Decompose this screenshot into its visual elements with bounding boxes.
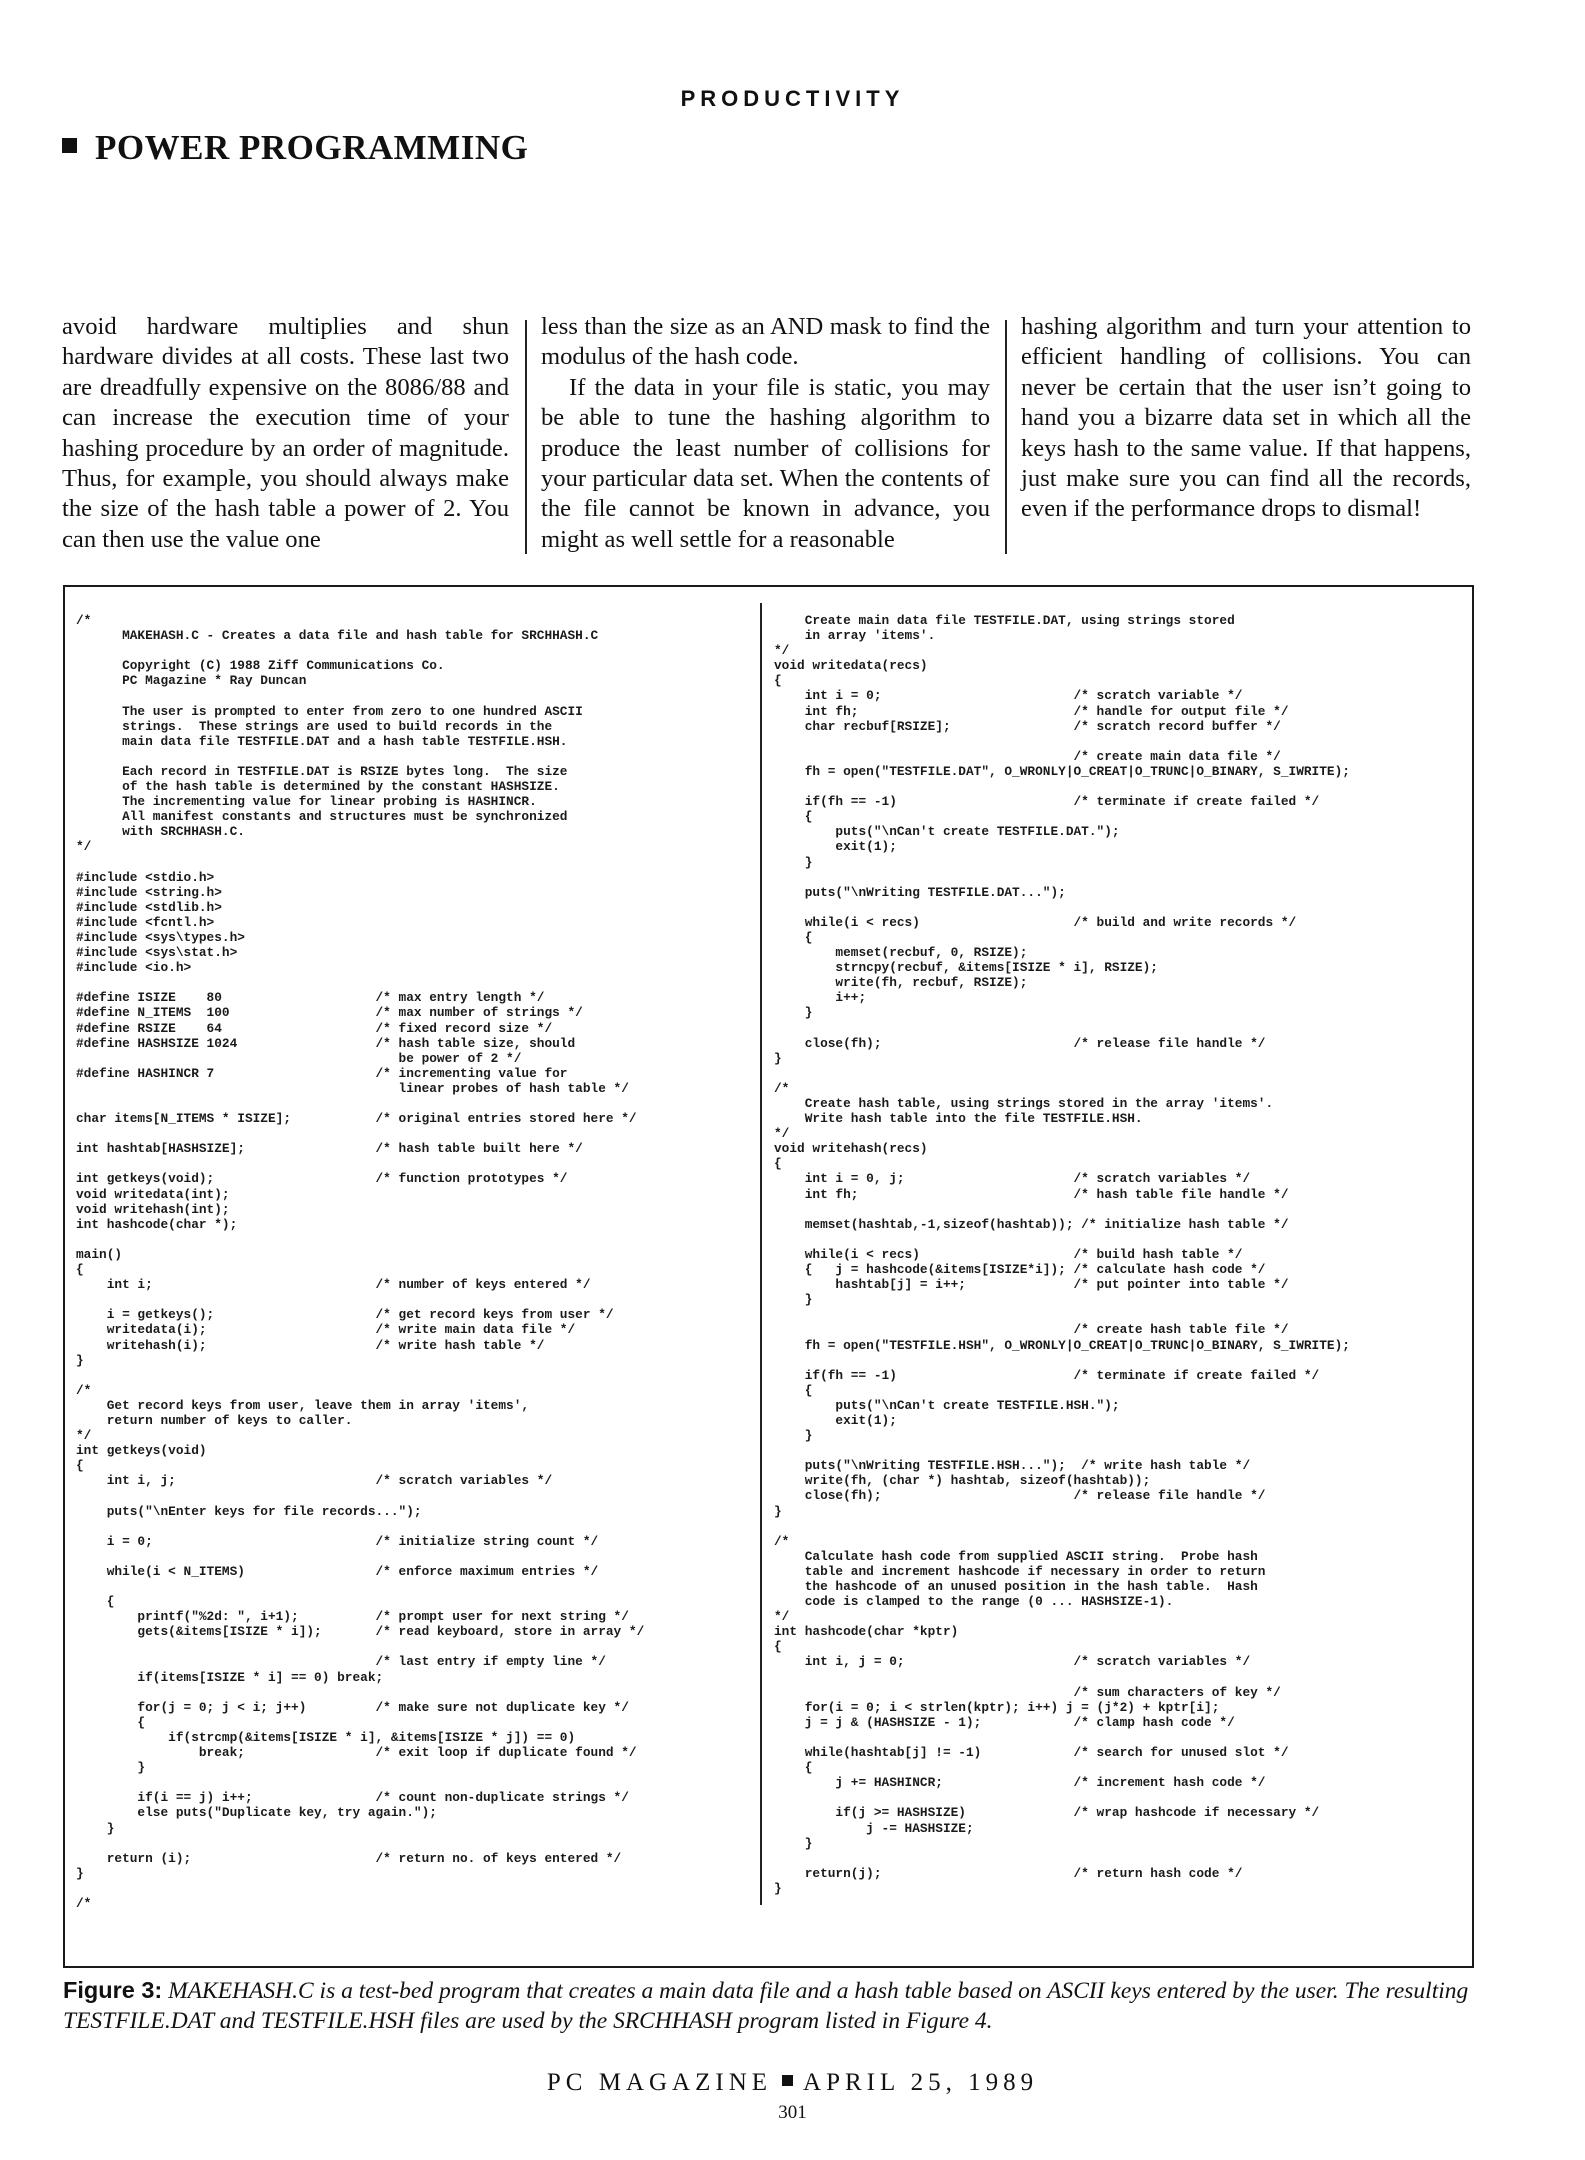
column-divider bbox=[1005, 320, 1007, 554]
figure-caption bbox=[63, 1975, 1483, 2036]
issue-date: APRIL 25, 1989 bbox=[803, 2069, 1039, 2096]
code-listing-left: /* MAKEHASH.C - Creates a data file and hash table for SRCHHASH.C Copyright (C) 1988 Ziff Communications Co. PC Magazine * Ray Duncan The user is prompted to enter from zero to one hundred ASCII strings. These strings are used to build records in the main data file TESTFILE.DAT and a hash table TESTFILE.HSH. Each record in TESTFILE.DAT is RSIZE bytes long. The size of the hash table is determined by the constant HASHSIZE. The incrementing value for linear probing is HASHINCR. All manifest constants and structures must be synchronized with SRCHHASH.C. */ #include <stdio.h> #include <string.h> #include <stdlib.h> #include <fcntl.h> #include <sys\types.h> #include <sys\stat.h> #include <io.h> #define ISIZE 80 /* max entry length */ #define N_ITEMS 100 /* max number of strings */ #define RSIZE 64 /* fixed record size */ #define HASHSIZE 1024 /* hash table size, should be power of 2 */ #define HASHINCR 7 /* incrementing value for linear probes of hash table */ char items[N_ITEMS * ISIZE]; /* original entries stored here */ int hashtab[HASHSIZE]; /* hash table built here */ int getkeys(void); /* function prototypes */ void writedata(int); void writehash(int); int hashcode(char *); main() { int i; /* number of keys entered */ i = getkeys(); /* get record keys from user */ writedata(i); /* write main data file */ writehash(i); /* write hash table */ } /* Get record keys from user, leave them in array 'items', return number of keys to caller. */ int getkeys(void) { int i, j; /* scratch variables */ puts("\nEnter keys for file records..."); i = 0; /* initialize string count */ while(i < N_ITEMS) /* enforce maximum entries */ { printf("%2d: ", i+1); /* prompt user for next string */ gets(&items[ISIZE * i]); /* read keyboard, store in array */ /* last entry if empty line */ if(items[ISIZE * i] == 0) break; for(j = 0; j < i; j++) /* make sure not duplicate key */ { if(strcmp(&items[ISIZE * i], &items[ISIZE * j]) == 0) break; /* exit loop if duplicate found */ } if(i == j) i++; /* count non-duplicate strings */ else puts("Duplicate key, try again."); } return (i); /* return no. of keys entered */ } /* bbox=[76, 613, 645, 1911]
code-listing-right: Create main data file TESTFILE.DAT, using strings stored in array 'items'. */ void writedata(recs) { int i = 0; /* scratch variable */ int fh; /* handle for output file */ char recbuf[RSIZE]; /* scratch record buffer */ /* create main data file */ fh = open("TESTFILE.DAT", O_WRONLY|O_CREAT|O_TRUNC|O_BINARY, S_IWRITE); if(fh == -1) /* terminate if create failed */ { puts("\nCan't create TESTFILE.DAT."); exit(1); } puts("\nWriting TESTFILE.DAT..."); while(i < recs) /* build and write records */ { memset(recbuf, 0, RSIZE); strncpy(recbuf, &items[ISIZE * i], RSIZE); write(fh, recbuf, RSIZE); i++; } close(fh); /* release file handle */ } /* Create hash table, using strings stored in the array 'items'. Write hash table into the file TESTFILE.HSH. */ void writehash(recs) { int i = 0, j; /* scratch variables */ int fh; /* hash table file handle */ memset(hashtab,-1,sizeof(hashtab)); /* initialize hash table */ while(i < recs) /* build hash table */ { j = hashcode(&items[ISIZE*i]); /* calculate hash code */ hashtab[j] = i++; /* put pointer into table */ } /* create hash table file */ fh = open("TESTFILE.HSH", O_WRONLY|O_CREAT|O_TRUNC|O_BINARY, S_IWRITE); if(fh == -1) /* terminate if create failed */ { puts("\nCan't create TESTFILE.HSH."); exit(1); } puts("\nWriting TESTFILE.HSH..."); /* write hash table */ write(fh, (char *) hashtab, sizeof(hashtab)); close(fh); /* release file handle */ } /* Calculate hash code from supplied ASCII string. Probe hash table and increment hashcode if necessary in order to return the hashcode of an unused position in the hash table. Hash code is clamped to the range (0 ... HASHSIZE-1). */ int hashcode(char *kptr) { int i, j = 0; /* scratch variables */ /* sum characters of key */ for(i = 0; i < strlen(kptr); i++) j = (j*2) + kptr[i]; j = j & (HASHSIZE - 1); /* clamp hash code */ while(hashtab[j] != -1) /* search for unused slot */ { j += HASHINCR; /* increment hash code */ if(j >= HASHSIZE) /* wrap hashcode if necessary */ j -= HASHSIZE; } return(j); /* return hash code */ } bbox=[774, 613, 1350, 1896]
publication-name: PC MAGAZINE bbox=[546, 2069, 773, 2096]
square-bullet-icon bbox=[62, 138, 77, 153]
department-title bbox=[62, 128, 528, 168]
figure-label: Figure 3: bbox=[63, 1977, 163, 2003]
article-column-1 bbox=[62, 312, 509, 555]
listing-divider bbox=[760, 603, 762, 1905]
section-label: PRODUCTIVITY bbox=[680, 86, 905, 111]
column-2-paragraph-1: less than the size as an AND mask to find the modulus of the hash code. bbox=[541, 313, 990, 371]
page-number: 301 bbox=[778, 2102, 807, 2123]
department-title-text: POWER PROGRAMMING bbox=[95, 128, 529, 167]
article-column-2 bbox=[541, 312, 990, 555]
column-2-paragraph-2: If the data in your file is static, you may be able to tune the hashing algorithm to produce the least number of collisions for your particular data set. When the contents of the file cannot be known in advance, you might as well settle for a reasonable bbox=[541, 373, 990, 553]
column-divider bbox=[525, 320, 527, 554]
column-3-paragraph-1: hashing algorithm and turn your attention to efficient handling of collisions. You can never be certain that the user isn’t going to hand you a bizarre data set in which all the keys hash to the same value. If that happens, just make sure you can find all the records, even if the performance drops to dismal! bbox=[1021, 313, 1471, 523]
figure-caption-text: MAKEHASH.C is a test-bed program that creates a main data file and a hash table based on ASCII keys entered by the user. The resulting TESTFILE.DAT and TESTFILE.HSH files are used by the SRCHHASH program listed in Figure 4. bbox=[63, 1978, 1469, 2034]
square-separator-icon bbox=[782, 2075, 793, 2086]
page-footer bbox=[0, 2069, 1585, 2097]
article-column-3 bbox=[1021, 312, 1471, 525]
column-1-paragraph-1: avoid hardware multiplies and shun hardware divides at all costs. These last two are dreadfully expensive on the 8086/88 and can increase the execution time of your hashing procedure by an order of magnitude. Thus, for example, you should always make the size of the hash table a power of 2. You can then use the value one bbox=[62, 313, 509, 553]
